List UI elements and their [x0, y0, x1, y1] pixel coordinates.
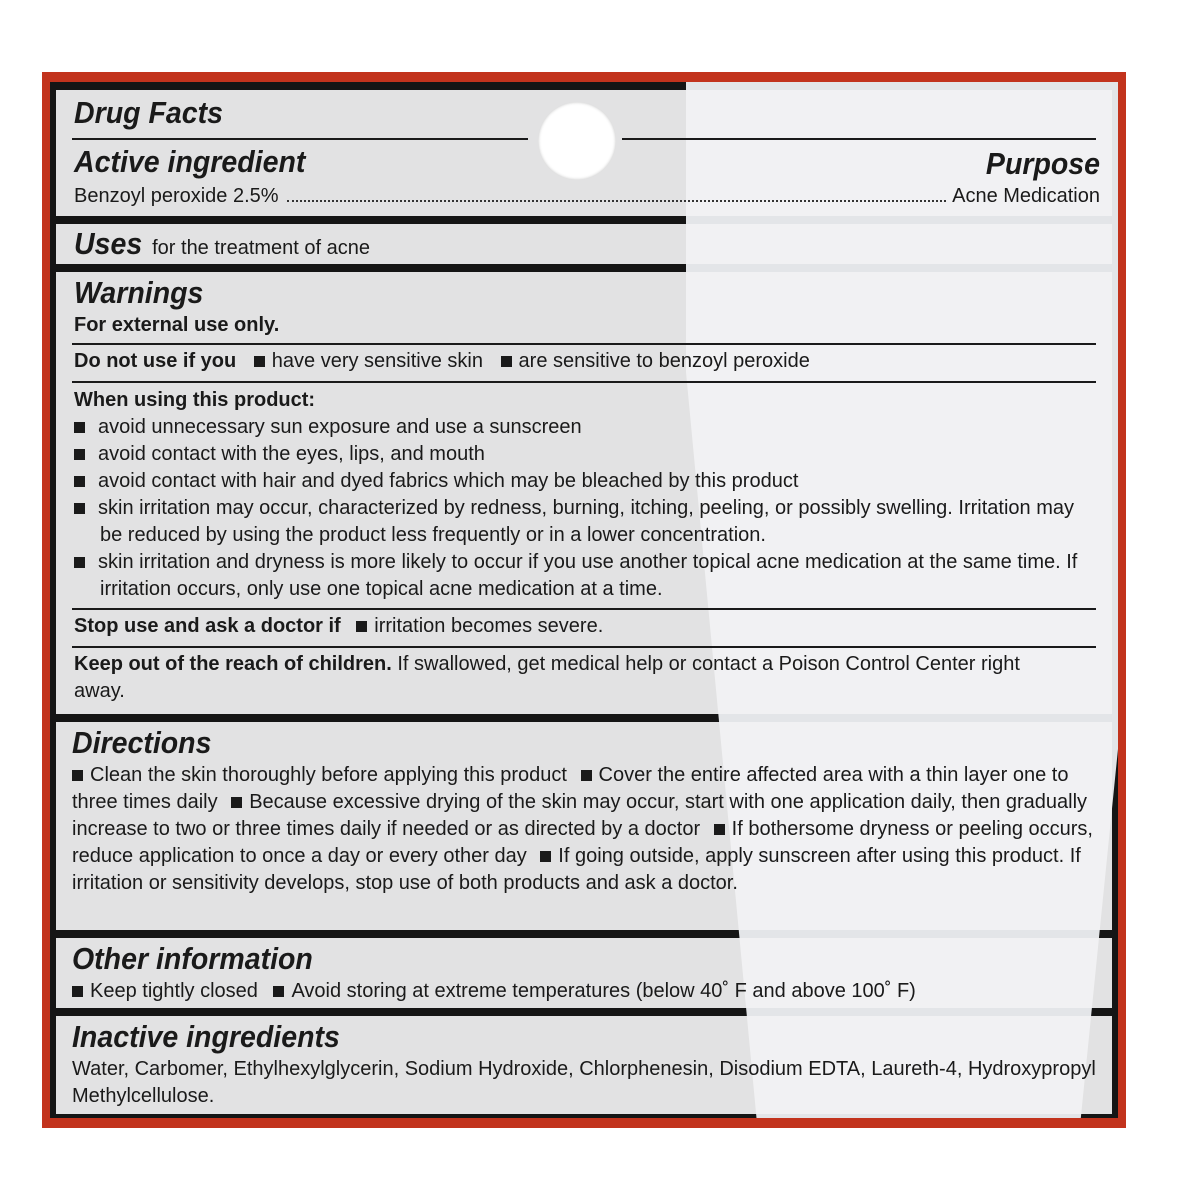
- inactive-ingredients-text: Water, Carbomer, Ethylhexylglycerin, Sodium Hydroxide, Chlorphenesin, Disodium EDTA, Laureth-4, Hydroxypropyl Methylcellulose.: [72, 1058, 1096, 1107]
- do-not-use-label: Do not use if you: [74, 350, 237, 372]
- stop-use-text: irritation becomes severe.: [374, 615, 604, 637]
- uses-row: [74, 227, 370, 262]
- when-using-item: [74, 549, 1096, 603]
- when-using-label: When using this product:: [74, 389, 316, 411]
- inactive-ingredients-section: [56, 1016, 1112, 1114]
- keep-out-label: Keep out of the reach of children.: [74, 653, 392, 675]
- directions-section: [56, 722, 1112, 930]
- bullet-square: [540, 851, 551, 862]
- warnings-rule-3: [72, 608, 1096, 610]
- other-item: Keep tightly closed: [90, 980, 258, 1002]
- directions-heading: Directions: [72, 725, 212, 760]
- external-use-text: For external use only.: [74, 314, 280, 336]
- bullet-square: [72, 770, 83, 781]
- direction-item: If going outside, apply sunscreen after using this product. If irritation or sensitivity develops, stop use of both products and ask a doctor.: [72, 845, 1081, 894]
- bullet-square: [74, 422, 85, 433]
- bullet-square: [74, 476, 85, 487]
- uses-text: for the treatment of acne: [152, 237, 371, 259]
- other-item: Avoid storing at extreme temperatures (below 40˚ F and above 100˚ F): [291, 980, 916, 1002]
- other-information-heading: Other information: [72, 941, 313, 976]
- bullet-square: [273, 986, 284, 997]
- when-using-item: [74, 495, 1096, 549]
- other-information-section: [56, 938, 1112, 1008]
- label-panel: [50, 82, 1118, 1118]
- when-using-item-text: avoid contact with the eyes, lips, and mouth: [98, 443, 485, 465]
- bullet-square: [501, 356, 512, 367]
- warnings-rule-1: [72, 343, 1096, 345]
- when-using-item: [74, 414, 1096, 441]
- bullet-square: [254, 356, 265, 367]
- inactive-ingredients-heading: Inactive ingredients: [72, 1019, 340, 1054]
- bullet-square: [714, 824, 725, 835]
- direction-item: Clean the skin thoroughly before applying this product: [90, 764, 567, 786]
- warnings-rule-4: [72, 646, 1096, 648]
- warnings-section: [56, 272, 1112, 714]
- stop-use-row: [74, 613, 603, 640]
- uses-heading: Uses: [74, 226, 143, 261]
- keep-out-row: [74, 651, 1052, 705]
- hang-hole: [538, 102, 616, 180]
- keep-out-text: If swallowed, get medical help or contact a Poison Control Center right away.: [74, 653, 1020, 702]
- when-using-item-text: skin irritation and dryness is more likely to occur if you use another topical acne medication at the same time. If irritation occurs, only use one topical acne medication at a time.: [98, 551, 1078, 600]
- uses-section: [56, 224, 1112, 264]
- drug-facts-title: Drug Facts: [74, 95, 223, 130]
- when-using-item-text: skin irritation may occur, characterized by redness, burning, itching, peeling, or possibly swelling. Irritation may be reduced by using the product less frequently or in a lower concentration.: [98, 497, 1074, 546]
- warnings-rule-2: [72, 381, 1096, 383]
- bullet-square: [356, 621, 367, 632]
- bullet-square: [581, 770, 592, 781]
- title-rule-right: [622, 138, 1096, 140]
- active-ingredient-heading: Active ingredient: [74, 144, 306, 179]
- purpose-value: Acne Medication: [952, 185, 1100, 207]
- do-not-use-item: are sensitive to benzoyl peroxide: [518, 350, 810, 372]
- direction-item: Because excessive drying of the skin may occur, start with one application daily, then gradually increase to two or three times daily if needed or as directed by a doctor: [72, 791, 1088, 840]
- when-using-item-text: avoid unnecessary sun exposure and use a sunscreen: [98, 416, 582, 438]
- bullet-square: [74, 503, 85, 514]
- active-ingredient-value: Benzoyl peroxide 2.5%: [74, 185, 279, 207]
- drug-facts-label: [42, 72, 1126, 1128]
- bullet-square: [74, 557, 85, 568]
- when-using-item-text: avoid contact with hair and dyed fabrics which may be bleached by this product: [98, 470, 799, 492]
- purpose-heading: Purpose: [985, 146, 1100, 181]
- bullet-square: [72, 986, 83, 997]
- direction-item: If bothersome dryness or peeling occurs, reduce application to once a day or every other day: [72, 818, 1093, 867]
- when-using-block: [74, 387, 1096, 603]
- dot-leader: [287, 200, 947, 202]
- do-not-use-row: [74, 348, 810, 375]
- direction-item: Cover the entire affected area with a thin layer one to three times daily: [72, 764, 1069, 813]
- when-using-item: [74, 468, 1096, 495]
- do-not-use-item: have very sensitive skin: [271, 350, 483, 372]
- when-using-item: [74, 441, 1096, 468]
- bullet-square: [231, 797, 242, 808]
- stop-use-label: Stop use and ask a doctor if: [74, 615, 341, 637]
- directions-text: [72, 762, 1098, 897]
- title-rule-left: [72, 138, 528, 140]
- warnings-heading: Warnings: [74, 275, 204, 310]
- active-ingredient-section: [56, 90, 1112, 216]
- bullet-square: [74, 449, 85, 460]
- other-information-row: [72, 978, 916, 1005]
- active-ingredient-row: [74, 183, 1100, 210]
